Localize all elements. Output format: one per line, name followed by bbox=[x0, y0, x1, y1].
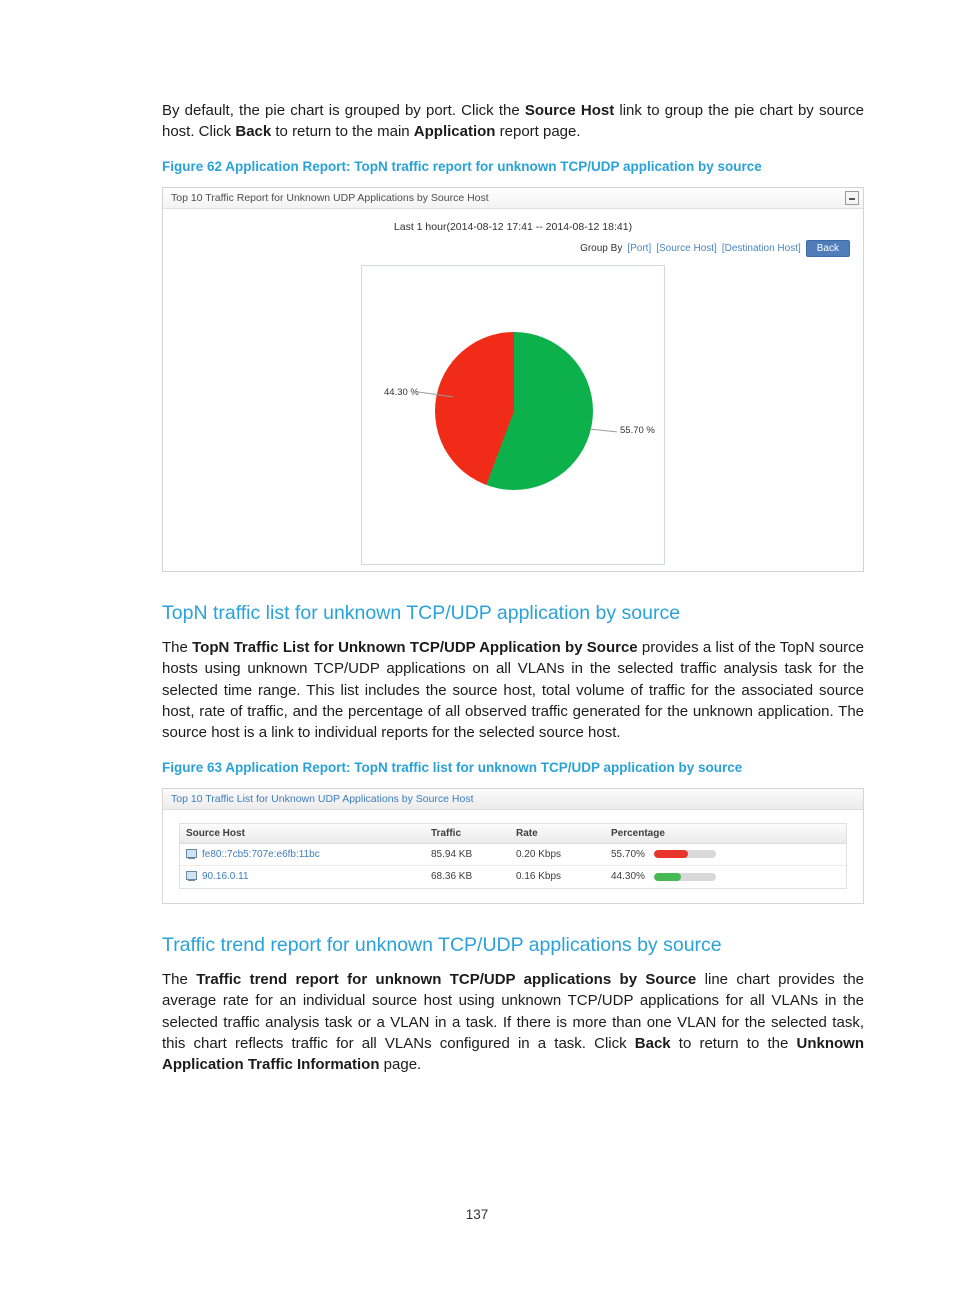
group-by-row bbox=[163, 240, 850, 257]
table-header-row bbox=[180, 824, 846, 844]
percentage-cell bbox=[605, 849, 846, 860]
list-window bbox=[162, 788, 864, 904]
topn-list-paragraph bbox=[162, 637, 864, 744]
bold-run: TopN Traffic List for Unknown TCP/UDP Application by Source bbox=[192, 638, 638, 656]
section-heading-traffic-trend: Traffic trend report for unknown TCP/UDP applications by source bbox=[162, 933, 722, 956]
source-host-cell bbox=[180, 849, 425, 860]
rate-cell: 0.16 Kbps bbox=[516, 871, 562, 883]
host-icon bbox=[186, 871, 197, 882]
section-heading-topn-list: TopN traffic list for unknown TCP/UDP application by source bbox=[162, 601, 681, 624]
percentage-value: 44.30% bbox=[611, 871, 645, 883]
group-link-source-host[interactable]: [Source Host] bbox=[656, 242, 717, 254]
column-header-rate: Rate bbox=[516, 827, 538, 839]
text-run: to return to the bbox=[670, 1035, 797, 1053]
text-run: The bbox=[162, 638, 193, 656]
table-row bbox=[180, 844, 846, 866]
chart-panel bbox=[361, 265, 665, 565]
percentage-bar-fill bbox=[654, 873, 681, 881]
source-host-cell bbox=[180, 871, 425, 882]
source-host-link[interactable]: 90.16.0.11 bbox=[202, 871, 249, 883]
column-header-traffic: Traffic bbox=[431, 827, 462, 839]
source-host-link[interactable]: fe80::7cb5:707e:e6fb:11bc bbox=[202, 848, 320, 860]
column-header-source-host: Source Host bbox=[186, 827, 245, 839]
text-run: line chart provides the average rate for an individual source host using unknown TCP/UDP applications for all VLANs in the selected traffic analysis task or a VLAN in a task. If there is more than one VLAN for the selected task, this chart reflects traffic for all VLANs configured in a task. Click bbox=[162, 970, 864, 1053]
bold-run: Back bbox=[634, 1035, 671, 1053]
report-window bbox=[162, 187, 864, 572]
traffic-trend-paragraph bbox=[162, 969, 864, 1076]
percentage-cell bbox=[605, 871, 846, 882]
percentage-bar-track bbox=[654, 850, 716, 858]
bold-run: Application bbox=[413, 123, 496, 141]
figure62-caption: Figure 62 Application Report: TopN traffic report for unknown TCP/UDP application by source bbox=[162, 158, 762, 174]
group-link-destination-host[interactable]: [Destination Host] bbox=[721, 242, 801, 254]
leader-line-right bbox=[590, 428, 617, 432]
group-link-port[interactable]: [Port] bbox=[627, 242, 652, 254]
figure63-screenshot bbox=[162, 788, 864, 904]
text-run: By default, the pie chart is grouped by port. Click the bbox=[162, 102, 525, 119]
text-run: report page. bbox=[495, 123, 581, 141]
figure63-caption: Figure 63 Application Report: TopN traffic list for unknown TCP/UDP application by source bbox=[162, 759, 743, 775]
text-run: provides a list of the TopN source hosts using unknown TCP/UDP applications on all VLANs in the selected traffic analysis task for the selected time range. This list includes the source host, total volume of traffic for the associated source host, rate of traffic, and the percentage of all observed traffic generated for the unknown application. The source host is a link to individual reports for the selected source host. bbox=[162, 638, 865, 742]
figure62-screenshot bbox=[162, 187, 864, 572]
traffic-cell: 85.94 KB bbox=[431, 848, 473, 860]
percentage-bar-track bbox=[654, 873, 716, 881]
text-run: The bbox=[162, 970, 197, 988]
percentage-value: 55.70% bbox=[611, 848, 645, 860]
pie-label-left: 44.30 % bbox=[384, 386, 419, 398]
pie-chart bbox=[435, 332, 593, 490]
bold-run: Source Host bbox=[524, 102, 615, 119]
bold-run: Back bbox=[235, 123, 272, 141]
column-header-percentage: Percentage bbox=[611, 827, 665, 839]
report-window-titlebar bbox=[163, 188, 863, 209]
list-window-titlebar bbox=[163, 789, 863, 810]
bold-run: Traffic trend report for unknown TCP/UDP applications by Source bbox=[196, 970, 697, 988]
minimize-icon[interactable] bbox=[845, 191, 859, 205]
pie-label-right: 55.70 % bbox=[620, 424, 655, 436]
intro-paragraph bbox=[162, 100, 864, 143]
rate-cell: 0.20 Kbps bbox=[516, 848, 562, 860]
time-range-label: Last 1 hour(2014-08-12 17:41 -- 2014-08-12 18:41) bbox=[393, 220, 633, 233]
text-run: page. bbox=[379, 1056, 422, 1074]
text-run: to return to the main bbox=[271, 123, 414, 141]
traffic-cell: 68.36 KB bbox=[431, 871, 473, 883]
list-window-title: Top 10 Traffic List for Unknown UDP Applications by Source Host bbox=[171, 792, 474, 805]
text-run: link to group the pie chart by source host. Click bbox=[162, 102, 864, 141]
report-window-title: Top 10 Traffic Report for Unknown UDP Applications by Source Host bbox=[171, 191, 489, 204]
page-number: 137 bbox=[465, 1207, 489, 1222]
back-button[interactable]: Back bbox=[806, 240, 850, 257]
host-icon bbox=[186, 849, 197, 860]
percentage-bar-fill bbox=[654, 850, 689, 858]
table-row bbox=[180, 866, 846, 888]
group-by-label: Group By bbox=[580, 242, 623, 254]
traffic-table bbox=[179, 823, 847, 889]
bold-run: Unknown Application Traffic Information bbox=[162, 1035, 864, 1074]
